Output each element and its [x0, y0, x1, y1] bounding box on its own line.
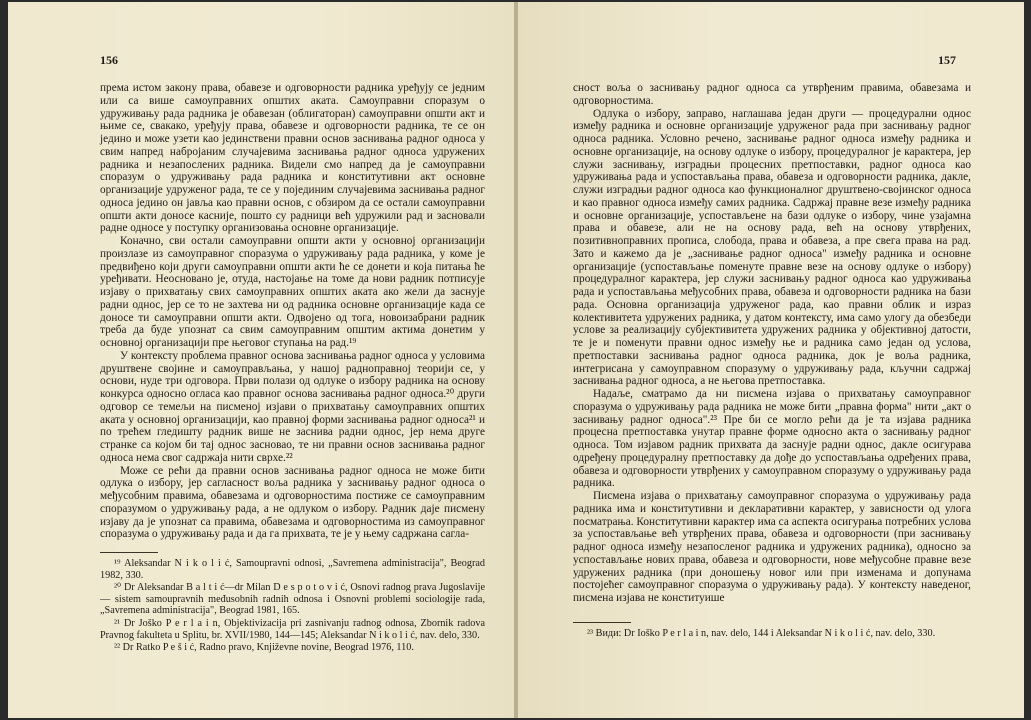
- book-spread: [8, 2, 1024, 718]
- paragraph: У контексту проблема правног основа заснивања радног односа у условима друштвене својине и самоуправљања, у нашој радноправној теорији се, у основи, нуде три одговора. Први полази од одлуке о избору радника на основу конкурса односно огласа као правног основа заснивања радног односа.²⁰ други одговор се темељи на писменој изјави о прихватању самоуправних општих аката у основној организацији, као правној форми заснивања радног односа²¹ и по трећем гледишту радник више не заснива радни однос, јер нема друге странке са којом би тај однос засновао, те ни правни основ заснивања радног односа нема свог садржаја нити сврхе.²²: [100, 349, 485, 464]
- page-number: 156: [100, 53, 118, 67]
- body-text: [573, 82, 971, 605]
- paragraph: сност воља о заснивању радног односа са утврђеним правима, обавезама и одговорностима.: [573, 82, 971, 107]
- footnote: ²¹ Dr Joško P e r l a i n, Objektivizacija pri zasnivanju radnog odnosa, Zbornik radova Pravnog fakulteta u Splitu, br. XVII/1980, 144—145; Aleksandar N i k o l i ć, nav. delo, 330.: [100, 617, 485, 641]
- paragraph: Може се рећи да правни основ заснивања радног односа не може бити одлука о избору, јер сагласност воља радника у заснивању радног односа о међусобним правима, обавезама и одговорностима постиже се самоуправним споразумом о удруживању рада, а не одлуком о избору. Радник даје писмену изјаву да је упознат са правима, обавезама и одговорностима из самоуправног споразума о удруживању рада и да га прихвата, те је у њему садржана сагла-: [100, 464, 485, 541]
- footnote: ²⁰ Dr Aleksandar B a l t i ć—dr Milan D e s p o t o v i ć, Osnovi radnog prava Jugoslavije — sistem samoupravnih međusobnih radnih odnosa i Osnovni problemi sociologije rada, „Savremena administracija", Beograd 1981, 165.: [100, 582, 485, 617]
- footnote-rule: [100, 552, 158, 553]
- page-number: 157: [938, 53, 956, 67]
- paragraph: Коначно, сви остали самоуправни општи акти у основној организацији произлазе из самоуправног споразума о удруживању рада радника, у коме је предвиђено који други самоуправни општи акти ће се донети и која питања ће уређивати. Неосновано је, отуда, настојање на томе да нови радник потписује изјаву о прихватању свих самоуправних општих аката ако жели да заснује радни однос, јер се то не захтева ни од радника основне организације када се доносе ти самоуправни општи акти. Одвојено од тога, новоизабрани радник треба да буде упознат са свим самоуправним општим актима донетим у основној организацији пре његовог ступања на рад.¹⁹: [100, 235, 485, 349]
- footnote: ¹⁹ Aleksandar N i k o l i ć, Samoupravni odnosi, „Savremena administracija", Beograd 1982, 330.: [100, 558, 485, 581]
- footnotes: [100, 558, 485, 655]
- left-page: [8, 2, 516, 718]
- book-gutter: [514, 2, 518, 718]
- paragraph: Надаље, сматрамо да ни писмена изјава о прихватању самоуправног споразума о удруживању рада радника не може бити „правна форма" нити „акт о заснивању радног односа".²³ Пре би се могло рећи да је та изјава радника процесна претпоставка унутар правне форме односно акта о заснивању радног односа. Том изјавом радник прихвата да заснује радни однос, дакле осигурава одређену процедуралну претпоставку да дође до успостављања одређених права, обавеза и одговорности утврђених у самоуправном споразуму о удруживању рада радника.: [573, 388, 971, 490]
- right-page: [516, 2, 1024, 718]
- footnote-rule: [573, 622, 631, 623]
- paragraph: према истом закону права, обавезе и одговорности радника уређују се једним или са више самоуправних општих аката. Самоуправни споразум о удруживању рада радника је обавезан (облигаторан) самоуправни општи акт и њиме се, свакако, уређују права, обавезе и одговорности радника, те се он једино и може узети као јединствени правни основ заснивања радног односа у свим напред набројаним случајевима заснивања радног односа удружених радника и незапослених радника. Видели смо напред да је самоуправни споразум о удруживању рада радника и конститутивни акт основне организације удруженог рада, те се у појединим случајевима заснивања радног односа једино он јавља као правни основ, с обзиром да се остали самоуправни општи акти доносе касније, пошто су радници већ удружили рад и засновали радне односе у поступку организовања основне организације.: [100, 82, 485, 235]
- paragraph: Одлука о избору, заправо, наглашава један други — процедурални однос између радника и основне организације удруженог рада при заснивању радног односа радника. Условно речено, заснивање радног односа између радника и основне организације, на основу одлуке о избору, процедуралног је карактера, јер служи заснивању, изградњи процесних претпоставки, радног односа као удруживања рада и успостављања права, обавеза и одговорности радника, дакле, служи изградњи радног односа као функционалног друштвено-својинског односа и као правног односа између самих радника. Садржај правне везе између радника и основне организације, успостављене на бази одлуке о избору, чине узајамна права и обавезе, али не на основу рада, већ на основу утврђених, позитивноправних прописа, слобода, права и обавеза, а пре свега права на рад. Зато и кажемо да је „заснивање радног односа" између радника и основне организације (успостављање поменуте правне везе на основу одлуке о избору) процедуралног карактера, јер служи заснивању радног односа као удруживања рада и успостављања међусобних права, обавеза и одговорности радника на бази рада. Основна организација удруженог рада, као правни облик и израз колективитета удружених радника, у датом контексту, има само улогу да обезбеди услове за реализацију субјективитета удружених радника у објективној датости, те је и поменути правни однос између ње и радника само један од услова, претпоставки заснивања радног односа радника, док је воља радника, интегрисана у самоуправном споразуму о удруживању рада, кључни садржај заснивања радног односа, а не његова претпоставка.: [573, 107, 971, 388]
- footnotes: [573, 628, 971, 641]
- body-text: [100, 82, 485, 541]
- paragraph: Писмена изјава о прихватању самоуправног споразума о удруживању рада радника има и конститутивни и декларативни карактер, у зависности од улога посматрања. Конститутивни карактер има са аспекта осигурања потребних услова за успостављање већ утврђених права, обавеза и одговорности (при заснивању радног односа између незапосленог радника и удружених радника), односно за успостављање нових права, обавеза и одговорности, нове међусобне правне везе удружених радника (при доношењу новог или при изменама и допунама постојећег самоуправног споразума о удруживању рада). У контексту наведеног, писмена изјава не конституише: [573, 490, 971, 604]
- footnote: ²² Dr Ratko P e š i ć, Radno pravo, Književne novine, Beograd 1976, 110.: [114, 642, 414, 654]
- footnote: ²³ Види: Dr Ioško P e r l a i n, nav. delo, 144 i Aleksandar N i k o l i ć, nav. delo, 330.: [587, 628, 936, 639]
